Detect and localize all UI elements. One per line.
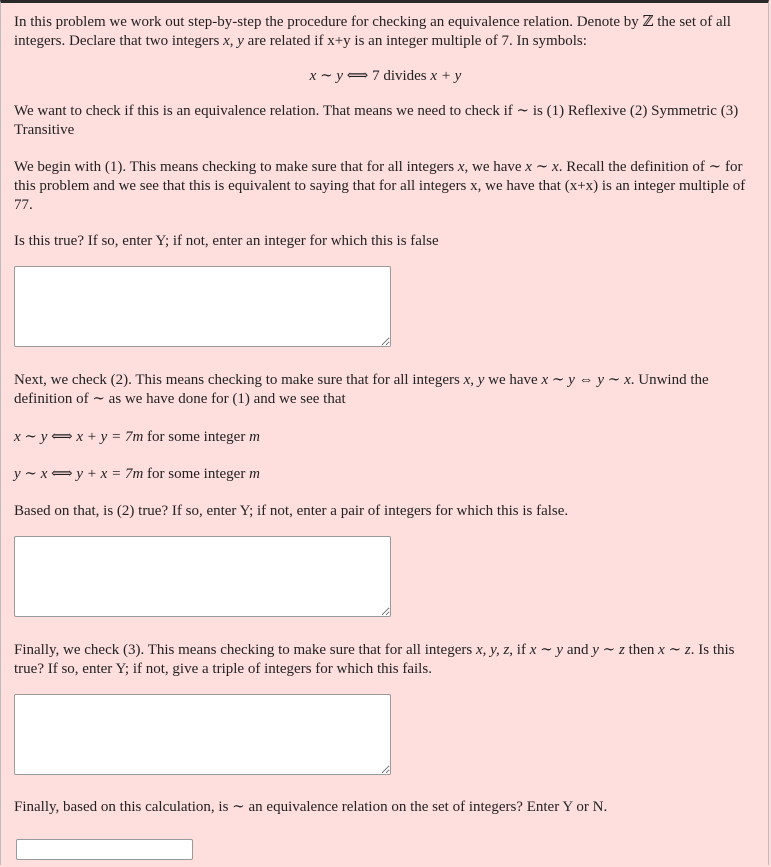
part1-text-b: , we have — [464, 159, 526, 175]
equation-1-text: for some integer — [143, 429, 250, 445]
equation-2-var: m — [249, 466, 260, 482]
part3-text: Finally, we check (3). This means checking to make sure that for all integers — [14, 642, 476, 658]
relation-symbol: ∼ — [92, 391, 105, 407]
part2-text-b: we have — [484, 372, 542, 388]
part3-relation-2: y ∼ z — [592, 642, 625, 658]
intro-paragraph — [14, 13, 749, 51]
part2-text: Next, we check (2). This means checking to make sure that for all integers — [14, 372, 464, 388]
part3-var: x, y, z — [475, 642, 510, 658]
final-text: Finally, based on this calculation, is — [14, 799, 233, 815]
relation-text: 7 divides — [372, 68, 427, 84]
part3-text-d: then — [624, 642, 659, 658]
part2-relation: x ∼ y ⇔ y ∼ x — [541, 372, 631, 388]
part3-paragraph — [14, 641, 749, 679]
relation-symbol: ∼ — [516, 103, 530, 119]
part2-var: x, y — [463, 372, 485, 388]
part2-equation-1 — [14, 428, 749, 447]
part1-var: x — [457, 159, 465, 175]
intro-text-b: the set of all integers. Declare that two integers — [14, 14, 731, 49]
final-question — [14, 798, 749, 817]
part1-relation: x ∼ x — [525, 159, 559, 175]
part2-answer-textarea[interactable] — [14, 536, 391, 617]
relation-lhs: x ∼ y — [309, 68, 344, 84]
equation-1-var: m — [249, 429, 260, 445]
part3-relation-1: x ∼ y — [529, 642, 564, 658]
part3-answer-textarea[interactable] — [14, 694, 391, 775]
relation-symbol: ∼ — [708, 159, 722, 175]
goal-paragraph — [14, 102, 749, 140]
part2-question: Based on that, is (2) true? If so, enter Y; if not, enter a pair of integers for which this is false. — [14, 503, 569, 519]
intro-text: In this problem we work out step-by-step the procedure for checking an equivalence relation. Denote by — [14, 14, 643, 30]
part1-answer-textarea[interactable] — [14, 266, 391, 347]
equation-2-lhs: y ∼ x ⟺ y + x = 7m — [14, 466, 144, 482]
final-answer-input[interactable] — [16, 839, 193, 860]
equation-2-text: for some integer — [143, 466, 250, 482]
part2-text-c: . Unwind the definition of — [14, 372, 709, 407]
relation-display — [1, 67, 770, 86]
goal-text-b: is (1) Reflexive (2) Symmetric (3) Transitive — [14, 103, 739, 138]
goal-text: We want to check if this is an equivalence relation. That means we need to check if — [14, 103, 517, 119]
final-text-b: an equivalence relation on the set of integers? Enter Y or N. — [244, 799, 608, 815]
intro-vars: x, y — [223, 33, 244, 49]
part1-question: Is this true? If so, enter Y; if not, enter an integer for which this is false — [14, 233, 439, 249]
part3-text-b: , if — [509, 642, 530, 658]
part2-paragraph — [14, 371, 749, 409]
part2-equation-2 — [14, 465, 749, 484]
part1-text-c: . Recall the definition of — [558, 159, 709, 175]
part1-paragraph — [14, 158, 749, 215]
relation-symbol: ∼ — [232, 799, 245, 815]
relation-rhs: x + y — [430, 68, 462, 84]
iff-symbol: ⟺ — [346, 68, 369, 84]
intro-text-c: are related if x+y is an integer multiple of 7. In symbols: — [243, 33, 587, 49]
equation-1-lhs: x ∼ y ⟺ x + y = 7m — [14, 429, 144, 445]
part3-text-e: . Is this true? If so, enter Y; if not, give a triple of integers for which this fails. — [14, 642, 735, 677]
part1-text-d: for this problem and we see that this is equivalent to saying that for all integers x, we have that (x+x) is an integer multiple of 77. — [14, 159, 746, 213]
part3-text-c: and — [563, 642, 593, 658]
integers-symbol: ℤ — [642, 14, 654, 30]
part2-text-d: as we have done for (1) and we see that — [104, 391, 346, 407]
part1-text: We begin with (1). This means checking to make sure that for all integers — [14, 159, 458, 175]
part3-relation-3: x ∼ z — [658, 642, 691, 658]
